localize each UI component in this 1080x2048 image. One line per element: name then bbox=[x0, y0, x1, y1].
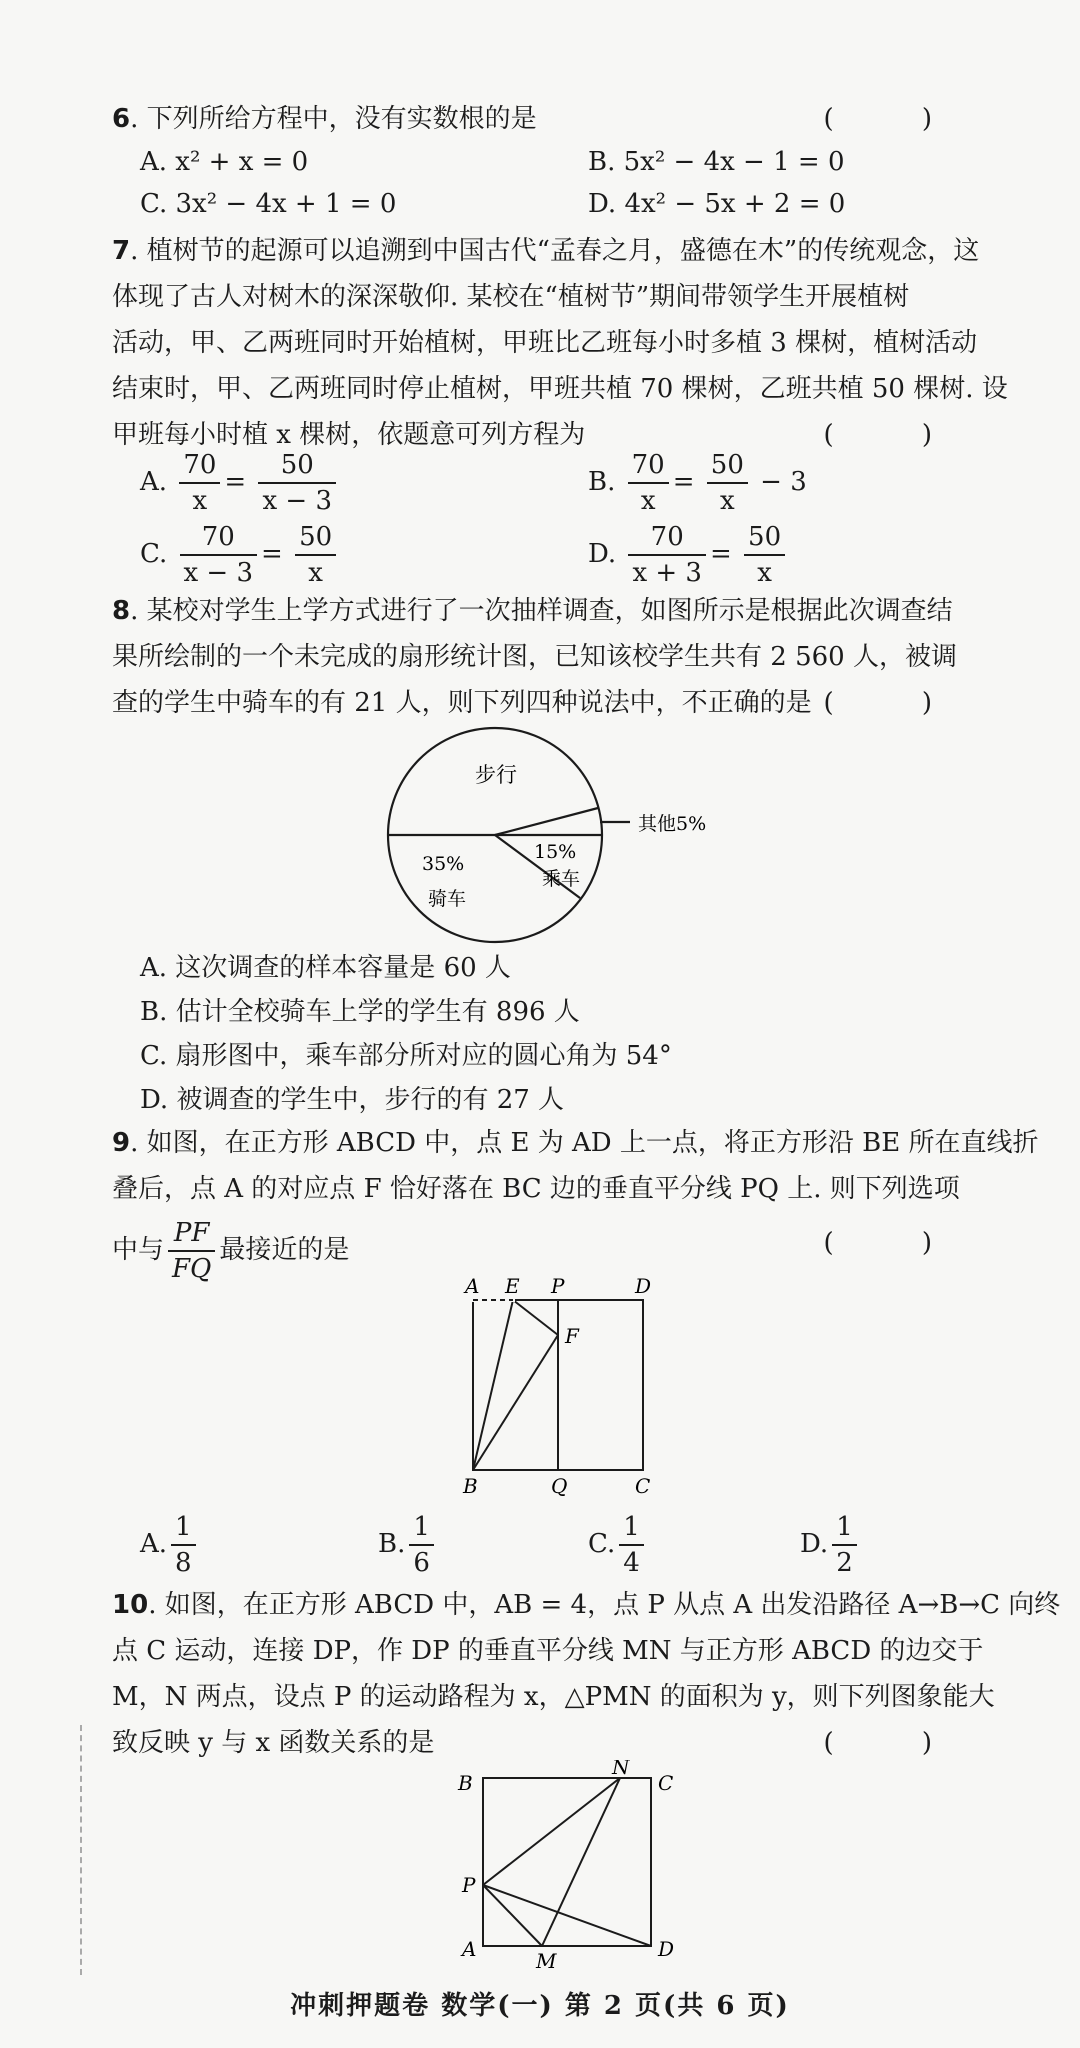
pie-label-bus: 乘车 bbox=[542, 868, 581, 890]
q9-option-a: A. $\frac{1}{8}$ bbox=[140, 1510, 200, 1580]
question-6 bbox=[112, 96, 972, 142]
question-line: 体现了古人对树木的深深敬仰. 某校在“植树节”期间带领学生开展植树 bbox=[112, 282, 910, 312]
answer-bracket: ( ) bbox=[823, 1228, 972, 1258]
q8-option-b: B. 估计全校骑车上学的学生有 896 人 bbox=[140, 997, 580, 1027]
point-p-label: P bbox=[462, 1873, 476, 1897]
question-line: 查的学生中骑车的有 21 人，则下列四种说法中，不正确的是 bbox=[112, 688, 812, 718]
point-c-label: C bbox=[658, 1771, 674, 1795]
answer-bracket: ( ) bbox=[823, 420, 972, 450]
question-line: . 如图，在正方形 ABCD 中，点 E 为 AD 上一点，将正方形沿 BE 所在直线折 bbox=[130, 1128, 1039, 1158]
point-m-label: M bbox=[536, 1949, 557, 1970]
answer-bracket: ( ) bbox=[823, 104, 972, 134]
q7-option-d: D. $\frac{70}{x + 3}$ = $\frac{50}{x}$ bbox=[588, 520, 789, 590]
question-10 bbox=[112, 1582, 1061, 1766]
pie-label-walk: 步行 bbox=[475, 763, 517, 787]
q7-option-c: C. $\frac{70}{x - 3}$ = $\frac{50}{x}$ bbox=[140, 520, 340, 590]
point-p-label: P bbox=[551, 1275, 565, 1298]
question-line: 叠后，点 A 的对应点 F 恰好落在 BC 边的垂直平分线 PQ 上. 则下列选项 bbox=[112, 1174, 960, 1204]
answer-bracket: ( ) bbox=[823, 1728, 972, 1758]
question-line: M，N 两点，设点 P 的运动路程为 x，△PMN 的面积为 y，则下列图象能大 bbox=[112, 1682, 995, 1712]
point-c-label: C bbox=[635, 1474, 651, 1498]
pie-label-bike: 骑车 bbox=[428, 888, 467, 910]
point-n-label: N bbox=[612, 1760, 630, 1779]
question-line: 点 C 运动，连接 DP，作 DP 的垂直平分线 MN 与正方形 ABCD 的边交于 bbox=[112, 1636, 984, 1666]
binding-margin-line bbox=[80, 1725, 82, 1975]
pie-label-other: 其他5% bbox=[638, 813, 707, 835]
q8-option-a: A. 这次调查的样本容量是 60 人 bbox=[140, 953, 511, 983]
point-a-label: A bbox=[462, 1937, 477, 1961]
question-7 bbox=[112, 228, 1008, 458]
question-line: 结束时，甲、乙两班同时停止植树，甲班共植 70 棵树，乙班共植 50 棵树. 设 bbox=[112, 374, 1008, 404]
page-footer: 冲刺押题卷 数学(一) 第 2 页(共 6 页) bbox=[290, 1991, 790, 2021]
pie-label-bike-pct: 35% bbox=[422, 853, 465, 875]
question-line: . 如图，在正方形 ABCD 中，AB = 4，点 P 从点 A 出发沿路径 A→B→C 向终 bbox=[148, 1590, 1061, 1620]
square-path-figure bbox=[450, 1760, 690, 1974]
point-a-label: A bbox=[465, 1275, 480, 1298]
q6-option-a: A. x² + x = 0 bbox=[140, 147, 309, 177]
question-number: 7 bbox=[112, 236, 131, 266]
point-e-label: E bbox=[505, 1275, 520, 1298]
q9-option-d: D. $\frac{1}{2}$ bbox=[800, 1510, 861, 1580]
q6-option-d: D. 4x² − 5x + 2 = 0 bbox=[588, 189, 846, 219]
q6-option-b: B. 5x² − 4x − 1 = 0 bbox=[588, 147, 845, 177]
pie-chart bbox=[380, 720, 780, 954]
question-line: 果所绘制的一个未完成的扇形统计图，已知该校学生共有 2 560 人，被调 bbox=[112, 642, 957, 672]
question-8 bbox=[112, 588, 972, 726]
point-q-label: Q bbox=[551, 1474, 568, 1498]
question-number: 8 bbox=[112, 596, 131, 626]
point-b-label: B bbox=[463, 1474, 478, 1498]
point-d-label: D bbox=[635, 1275, 652, 1298]
question-number: 10 bbox=[112, 1590, 149, 1620]
pie-label-bus-pct: 15% bbox=[534, 841, 577, 863]
q7-option-a: A. $\frac{70}{x}$ = $\frac{50}{x - 3}$ bbox=[140, 448, 340, 518]
q9-option-b: B. $\frac{1}{6}$ bbox=[378, 1510, 438, 1580]
question-line: 致反映 y 与 x 函数关系的是 bbox=[112, 1728, 435, 1758]
answer-bracket: ( ) bbox=[823, 688, 972, 718]
question-number: 6 bbox=[112, 104, 131, 134]
point-b-label: B bbox=[458, 1771, 473, 1795]
q8-option-d: D. 被调查的学生中，步行的有 27 人 bbox=[140, 1085, 565, 1115]
question-line: . 某校对学生上学方式进行了一次抽样调查，如图所示是根据此次调查结 bbox=[130, 596, 953, 626]
point-d-label: D bbox=[658, 1937, 675, 1961]
q8-option-c: C. 扇形图中，乘车部分所对应的圆心角为 54° bbox=[140, 1041, 672, 1071]
question-number: 9 bbox=[112, 1128, 131, 1158]
square-fold-figure bbox=[455, 1275, 665, 1504]
question-line: 活动，甲、乙两班同时开始植树，甲班比乙班每小时多植 3 棵树，植树活动 bbox=[112, 328, 978, 358]
question-stem: . 下列所给方程中，没有实数根的是 bbox=[130, 104, 537, 134]
q6-option-c: C. 3x² − 4x + 1 = 0 bbox=[140, 189, 397, 219]
question-line: 甲班每小时植 x 棵树，依题意可列方程为 bbox=[112, 420, 586, 450]
point-f-label: F bbox=[565, 1324, 579, 1348]
q9-option-c: C. $\frac{1}{4}$ bbox=[588, 1510, 648, 1580]
q7-option-b: B. $\frac{70}{x}$ = $\frac{50}{x}$ − 3 bbox=[588, 450, 807, 516]
question-9: 9. 如图，在正方形 ABCD 中，点 E 为 AD 上一点，将正方形沿 BE 所在直线折 叠后，点 A 的对应点 F 恰好落在 BC 边的垂直平分线 PQ 上. 则下列选项 中与 $\frac{PF}{FQ}$ 最接近的是 ( ) bbox=[112, 1128, 1039, 1284]
question-line: . 植树节的起源可以追溯到中国古代“孟春之月，盛德在木”的传统观念，这 bbox=[130, 236, 980, 266]
